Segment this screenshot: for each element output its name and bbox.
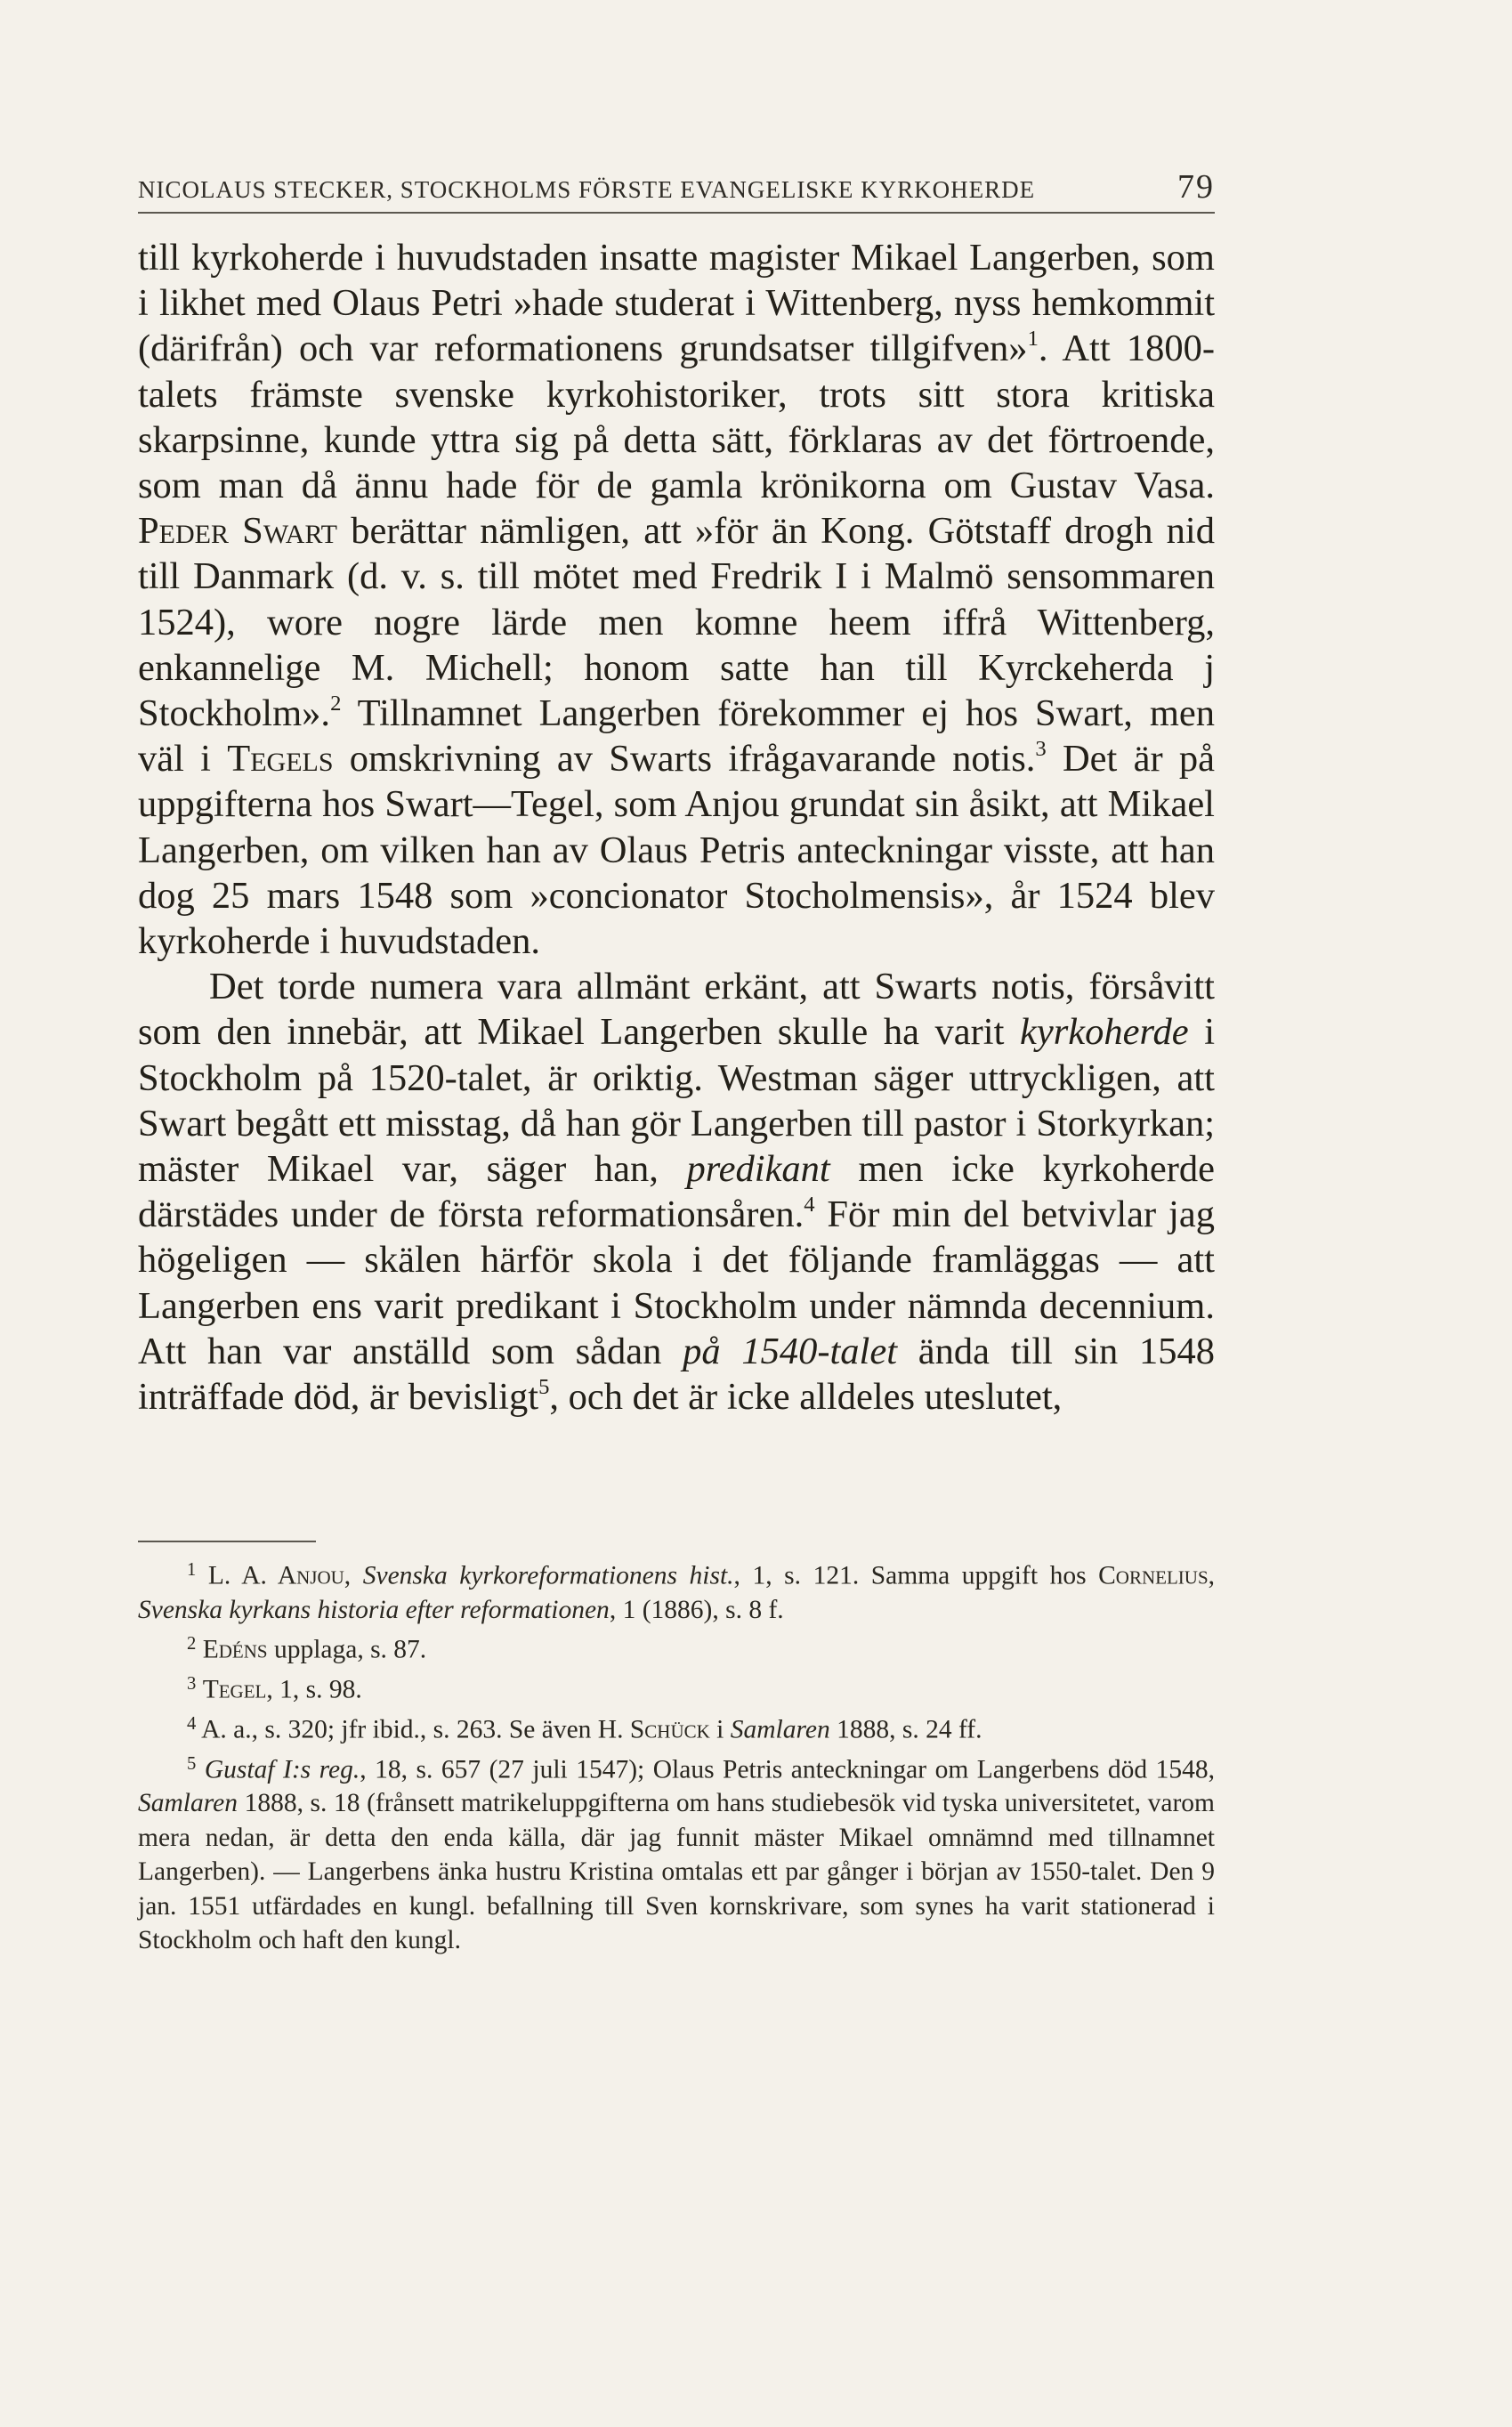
text-run: , och det är icke alldeles uteslutet, — [549, 1376, 1063, 1419]
text-run: Det torde numera vara allmänt erkänt, att Swarts notis, försåvitt som den innebär, att Mikael Langerben skulle ha varit — [138, 966, 1215, 1054]
text-run: Det är på uppgifterna hos Swart—Tegel, som Anjou grundat sin åsikt, att Mikael Langerben, om vilken han av Olaus Petris anteckningar visste, att han dog 25 mars 1548 som »concionator Stocholmensis», år 1524 blev kyrkoherde i huvudstaden. — [138, 738, 1215, 963]
text-run: till kyrkoherde i huvudstaden insatte magister Mikael Langerben, som i likhet med Olaus Petri »hade studerat i Wittenberg, nyss hemkommit (därifrån) och var reformationens grundsatser tillgifven» — [138, 237, 1215, 370]
footnote-marker: 1 — [187, 1560, 197, 1580]
footnote-marker: 5 — [187, 1753, 197, 1774]
text-run: omskrivning av Swarts ifrågavarande notis. — [333, 738, 1036, 781]
text-run: 1888, s. 24 ff. — [829, 1715, 982, 1744]
page-number: 79 — [1177, 168, 1215, 206]
author-name: L. A. Anjou — [207, 1561, 344, 1590]
book-title: Svenska kyrkoreformationens hist. — [362, 1561, 734, 1590]
italic-1540-talet: på 1540-talet — [683, 1330, 898, 1372]
author-name: Schück — [629, 1715, 710, 1744]
footnote-ref-2[interactable]: 2 — [330, 691, 342, 716]
footnote-ref-3[interactable]: 3 — [1035, 736, 1047, 761]
book-title: Svenska kyrkans historia efter reformationen — [138, 1595, 610, 1624]
text-run: berättar nämligen, att »för än Kong. Götstaff drogh nid till Danmark (d. v. s. till mötet med Fredrik I i Malmö sensommaren 1524), wore nogre lärde men komne heem iffrå Wittenberg, enkannelige M. Michell; honom satte han till Kyrckeherda j Stockholm». — [138, 510, 1215, 735]
text-run: i — [709, 1715, 731, 1744]
text-run: För min del betvivlar jag högeligen — skälen härför skola i det följande framläggas — att Langerben ens varit predikant i Stockholm under nämnda decennium. Att han var anställd som sådan — [138, 1193, 1215, 1372]
author-name: Edéns — [202, 1635, 268, 1664]
text-run: , 1, s. 98. — [266, 1675, 362, 1704]
text-run: , 1, s. 121. Samma uppgift hos — [733, 1561, 1099, 1590]
text-run: , 18, s. 657 (27 juli 1547); Olaus Petris anteckningar om Langerbens död 1548, — [360, 1754, 1215, 1784]
text-run: upplaga, s. 87. — [267, 1635, 427, 1664]
footnote-divider — [138, 1541, 316, 1542]
text-run: ända till sin 1548 inträffade död, är bevisligt — [138, 1330, 1215, 1419]
footnote-ref-4[interactable]: 4 — [804, 1193, 815, 1218]
author-name-swart: Peder Swart — [138, 510, 338, 553]
text-run: , — [1208, 1561, 1215, 1590]
text-run: A. a., s. 320; jfr ibid., s. 263. Se även H. — [201, 1715, 630, 1744]
body-text — [138, 235, 1215, 1420]
italic-predikant: predikant — [686, 1148, 830, 1191]
footnote-marker: 4 — [187, 1713, 197, 1734]
footnote-1 — [138, 1553, 1215, 1627]
text-run: 1888, s. 18 (frånsett matrikeluppgifterna om hans studiebesök vid tyska universitetet, varom mera nedan, är detta den enda källa, där jag funnit mäster Mikael omnämnd med tillnamnet Langerben). — Langerbens änka hustru Kristina omtalas ett par gånger i början av 1550-talet. Den 9 jan. 1551 utfärdades en kungl. befallning till Sven kornskrivare, som synes ha varit stationerad i Stockholm och haft den kungl. — [138, 1789, 1215, 1955]
footnote-ref-5[interactable]: 5 — [538, 1374, 550, 1399]
journal-title: Samlaren — [730, 1715, 830, 1744]
text-run: men icke kyrkoherde därstädes under de första reformationsåren. — [138, 1148, 1215, 1236]
footnote-2 — [138, 1627, 1215, 1667]
author-name: Cornelius — [1098, 1561, 1209, 1590]
running-head-title: NICOLAUS STECKER, STOCKHOLMS FÖRSTE EVANGELISKE KYRKOHERDE — [138, 176, 1036, 203]
italic-kyrkoherde: kyrkoherde — [1020, 1011, 1189, 1054]
footnote-3 — [138, 1667, 1215, 1707]
text-run: , 1 (1886), s. 8 f. — [609, 1595, 784, 1624]
paragraph-1 — [138, 235, 1215, 964]
text-run: i Stockholm på 1520-talet, är oriktig. Westman säger uttryckligen, att Swart begått ett misstag, då han gör Langerben till pastor i Storkyrkan; mäster Mikael var, säger han, — [138, 1011, 1215, 1191]
running-head — [138, 167, 1215, 214]
footnote-4 — [138, 1707, 1215, 1747]
paragraph-2 — [138, 964, 1215, 1420]
author-name-tegel: Tegels — [227, 738, 334, 781]
footnote-marker: 2 — [187, 1634, 197, 1654]
text-run: Tillnamnet Langerben förekommer ej hos Swart, men väl i — [138, 692, 1215, 781]
text-run: , — [344, 1561, 363, 1590]
footnotes — [138, 1553, 1215, 1958]
text-run: . Att 1800-talets främste svenske kyrkohistoriker, trots sitt stora kritiska skarpsinne, kunde yttra sig på detta sätt, förklaras av det förtroende, som man då ännu hade för de gamla krönikorna om Gustav Vasa. — [138, 328, 1215, 507]
journal-title: Samlaren — [138, 1789, 238, 1818]
footnote-5 — [138, 1747, 1215, 1958]
source-title: Gustaf I:s reg. — [204, 1754, 360, 1784]
author-name: Tegel — [202, 1675, 267, 1704]
footnote-ref-1[interactable]: 1 — [1027, 327, 1039, 352]
footnote-marker: 3 — [187, 1674, 197, 1695]
